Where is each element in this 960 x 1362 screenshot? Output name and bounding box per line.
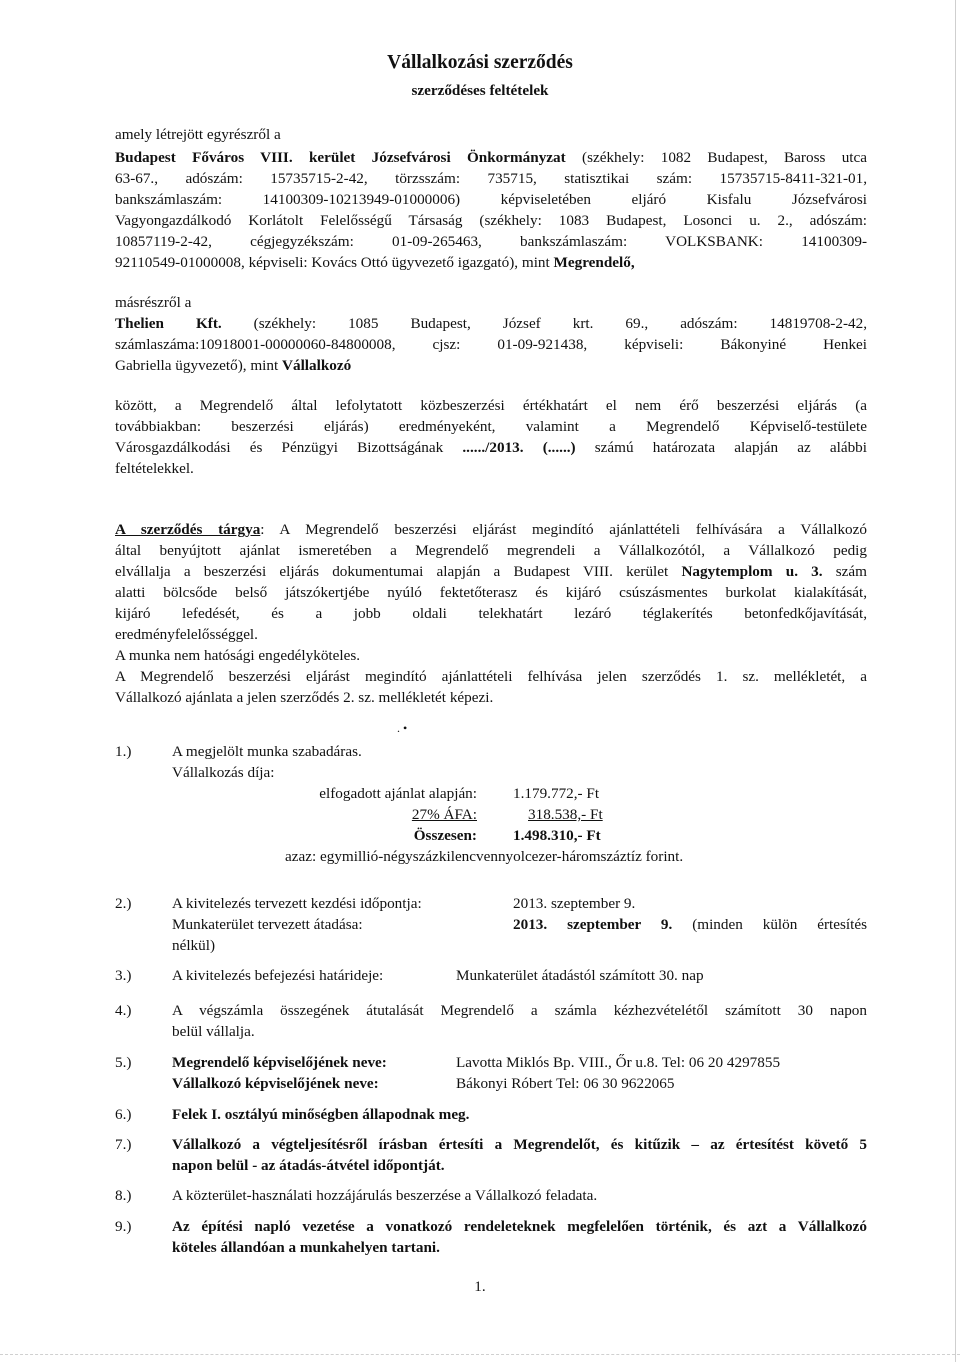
party1-line-1 — [115, 147, 867, 168]
item-1-line-2: Vállalkozás díja: — [172, 764, 275, 781]
targy-line-8: A Megrendelő beszerzési eljárást megindító ajánlattételi felhívása jelen szerződés 1. sz. mellékletét, a — [115, 668, 867, 685]
party1-line-5: 10857119-2-42, cégjegyzékszám: 01-09-265463, bankszámlaszám: VOLKSBANK: 14100309- — [115, 233, 867, 250]
fee-vat-label: 27% ÁFA: — [411, 806, 477, 823]
document-subtitle: szerződéses feltételek — [411, 82, 549, 99]
fee-vat-value: 318.538,- Ft — [528, 806, 603, 823]
item-5-client-rep-value: Lavotta Miklós Bp. VIII., Őr u.8. Tel: 06 20 4297855 — [456, 1054, 781, 1071]
fee-net-label: elfogadott ajánlat alapján: — [319, 785, 477, 802]
item-6-number: 6.) — [115, 1106, 132, 1123]
targy-heading: A szerződés tárgya — [115, 521, 261, 538]
party1-rest: (székhely: 1082 Budapest, Baross utca — [565, 149, 867, 166]
targy-line-6: eredményfelelősséggel. — [115, 626, 258, 643]
party2-line-3 — [115, 355, 867, 376]
item-7-line-1: Vállalkozó a végteljesítésről írásban értesíti a Megrendelőt, és kitűzik – az értesítést követő 5 — [172, 1136, 867, 1153]
kozott-resolution-rest: számú határozata alapján az alábbi — [575, 439, 867, 456]
item-8-line-1: A közterület-használati hozzájárulás beszerzése a Vállalkozó feladata. — [172, 1187, 598, 1204]
party1-agent-name: Vagyongazdálkodó Korlátolt Felelősségű Társaság — [115, 212, 463, 229]
targy-line-3-end: szám — [822, 563, 867, 580]
item-2-handover-value: 2013. szeptember 9. (minden külön értesítés — [513, 916, 867, 933]
item-2-start-label: A kivitelezés tervezett kezdési időpontja: — [172, 895, 422, 912]
party1-line-4 — [115, 210, 867, 231]
item-9-line-1: Az építési napló vezetése a vonatkozó rendeleteknek megfelelően történik, és azt a Vállalkozó — [172, 1218, 867, 1235]
kozott-line-1: között, a Megrendelő által lefolytatott közbeszerzési értékhatárt el nem érő beszerzési eljárás (a — [115, 397, 867, 414]
targy-line-3 — [115, 561, 867, 582]
targy-line-7: A munka nem hatósági engedélyköteles. — [115, 647, 361, 664]
targy-line-5: kijáró lefedését, és a jobb oldali telekhatárt lezáró téglakerítés betonfedkőjavítását, — [115, 605, 867, 622]
kozott-committee: Városgazdálkodási és Pénzügyi Bizottságának — [115, 439, 463, 456]
fee-net-value: 1.179.772,- Ft — [513, 785, 600, 802]
fee-in-words: azaz: egymillió-négyszázkilencvennyolcezer-háromszáztíz forint. — [285, 848, 684, 865]
item-7-number: 7.) — [115, 1136, 132, 1153]
item-2-handover-label: Munkaterület tervezett átadása: — [172, 916, 363, 933]
targy-line-3-text: elvállalja a beszerzési eljárás dokumentumai alapján a Budapest VIII. kerület — [115, 563, 682, 580]
item-4-line-1: A végszámla összegének átutalását Megrendelő a számla kézhezvételétől számított 30 napon — [172, 1002, 867, 1019]
party1-line-6 — [115, 252, 867, 273]
targy-line-9: Vállalkozó ajánlata a jelen szerződés 2. sz. mellékletét képezi. — [115, 689, 494, 706]
item-4-line-2: belül vállalja. — [172, 1023, 255, 1040]
item-3-value: Munkaterület átadástól számított 30. nap — [456, 967, 704, 984]
targy-line-4: alatti bölcsőde belső játszókertjébe nyúló fektetőterasz és kijáró csúszásmentes burkolat kialakítását, — [115, 584, 867, 601]
party1-line-2: 63-67., adószám: 15735715-2-42, törzsszám: 735715, statisztikai szám: 15735715-8411-321-01, — [115, 170, 867, 187]
kozott-line-3 — [115, 437, 867, 458]
scan-bottom-line — [0, 1354, 960, 1356]
item-1-number: 1.) — [115, 743, 132, 760]
page-number: 1. — [474, 1278, 486, 1295]
masreszrol-line: másrészről a — [115, 294, 192, 311]
item-4-number: 4.) — [115, 1002, 132, 1019]
item-5-client-rep-label: Megrendelő képviselőjének neve: — [172, 1054, 387, 1071]
intro-line: amely létrejött egyrészről a — [115, 126, 281, 143]
item-5-contractor-rep-value: Bákonyi Róbert Tel: 06 30 9622065 — [456, 1075, 675, 1092]
item-5-contractor-rep-label: Vállalkozó képviselőjének neve: — [172, 1075, 379, 1092]
item-7-line-2: napon belül - az átadás-átvétel időpontját. — [172, 1157, 445, 1174]
item-3-number: 3.) — [115, 967, 132, 984]
targy-line-1 — [115, 519, 867, 540]
party2-line-2: számlaszáma:10918001-00000060-84800008, cjsz: 01-09-921438, képviseli: Bákonyiné Henkei — [115, 336, 867, 353]
targy-line-2: által benyújtott ajánlat ismeretében a Megrendelő megrendeli a Vállalkozótól, a Vállalkozó pedig — [115, 542, 867, 559]
item-9-number: 9.) — [115, 1218, 132, 1235]
kozott-line-2: továbbiakban: beszerzési eljárás) eredményeként, valamint a Megrendelő Képviselő-testülete — [115, 418, 867, 435]
item-5-number: 5.) — [115, 1054, 132, 1071]
party2-line-1 — [115, 313, 867, 334]
fee-total-value: 1.498.310,- Ft — [513, 827, 601, 844]
party2-address: (székhely: 1085 Budapest, József krt. 69., adószám: 14819708-2-42, — [221, 315, 867, 332]
targy-line-1-rest: : A Megrendelő beszerzési eljárást megindító ajánlattételi felhívására a Vállalkozó — [260, 521, 867, 538]
fee-total-label: Összesen: — [413, 827, 477, 844]
item-6-line-1: Felek I. osztályú minőségben állapodnak meg. — [172, 1106, 470, 1123]
scan-edge-line — [955, 0, 956, 1362]
item-2-line-3: nélkül) — [172, 937, 216, 954]
party1-agent-address: (székhely: 1083 Budapest, Losonci u. 2., adószám: — [462, 212, 867, 229]
item-3-label: A kivitelezés befejezési határideje: — [172, 967, 384, 984]
stray-mark: . • — [397, 721, 408, 735]
kozott-line-4: feltételekkel. — [115, 460, 194, 477]
item-9-line-2: köteles állandóan a munkahelyen tartani. — [172, 1239, 440, 1256]
kozott-resolution-number: ....../2013. (......) — [462, 439, 576, 456]
party2-name: Thelien Kft. — [115, 315, 222, 332]
party1-representative: 92110549-01000008, képviseli: Kovács Ottó ügyvezető igazgató), mint — [115, 254, 554, 271]
item-2-start-value: 2013. szeptember 9. — [513, 895, 636, 912]
item-8-number: 8.) — [115, 1187, 132, 1204]
party1-role: Megrendelő, — [553, 254, 635, 271]
item-1-line-1: A megjelölt munka szabadáras. — [172, 743, 362, 760]
party1-name: Budapest Főváros VIII. kerület Józsefvárosi Önkormányzat — [115, 149, 566, 166]
targy-address: Nagytemplom u. 3. — [681, 563, 823, 580]
item-2-number: 2.) — [115, 895, 132, 912]
party2-representative: Gabriella ügyvezető), mint — [115, 357, 283, 374]
party1-line-3: bankszámlaszám: 14100309-10213949-01000006) képviseletében eljáró Kisfalu Józsefvárosi — [115, 191, 867, 208]
party2-role: Vállalkozó — [282, 357, 352, 374]
document-title: Vállalkozási szerződés — [387, 52, 573, 73]
